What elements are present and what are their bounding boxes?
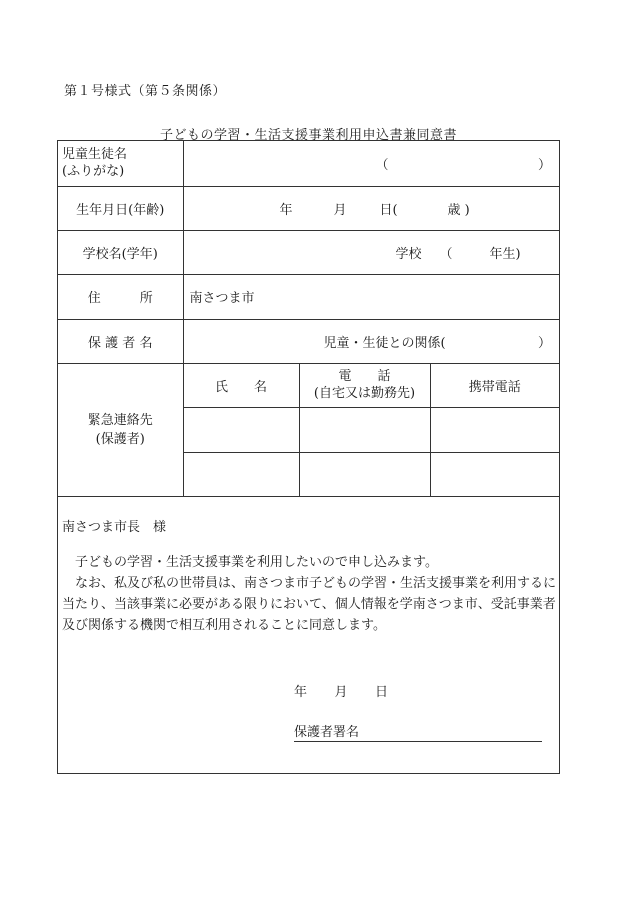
row-address — [58, 274, 559, 319]
row-child-name — [58, 141, 559, 186]
emergency-col-name: 氏 名 — [183, 363, 299, 407]
addressee: 南さつま市長 様 — [62, 520, 167, 535]
date-line[interactable]: 年 月 日 — [294, 685, 389, 700]
consent-statement: なお、私及び私の世帯員は、南さつま市子どもの学習・生活支援事業を利用するに当たり、当該事業に必要がある限りにおいて、個人情報を学南さつま市、受託事業者及び関係する機関で相互利用されることに同意します。 — [62, 576, 557, 633]
emergency-name-1[interactable] — [183, 407, 299, 452]
address-value: 南さつま市 — [189, 291, 255, 306]
birth-day-unit: 日( — [379, 202, 398, 218]
child-name-label — [58, 141, 183, 186]
emergency-phone-2[interactable] — [299, 452, 430, 496]
child-name-label-main: 児童生徒名 — [62, 147, 128, 163]
application-statement: 子どもの学習・生活支援事業を利用したいので申し込みます。 — [75, 555, 438, 570]
application-form — [57, 140, 560, 774]
school-suffix: 学校 — [395, 246, 422, 262]
emergency-label-main: 緊急連絡先 — [87, 412, 153, 428]
birthdate-label: 生年月日(年齢) — [58, 186, 183, 230]
row-emergency-header — [58, 363, 559, 407]
form-number: 第１号様式（第５条関係） — [64, 84, 227, 99]
emergency-name-2[interactable] — [183, 452, 299, 496]
row-birthdate — [58, 186, 559, 230]
grade-suffix: 年生) — [489, 246, 521, 262]
form-title: 子どもの学習・生活支援事業利用申込書兼同意書 — [160, 128, 458, 143]
grade-paren-open: （ — [439, 246, 453, 262]
emergency-mobile-1[interactable] — [430, 407, 559, 452]
child-name-label-kana: (ふりがな) — [62, 164, 125, 180]
child-name-field[interactable] — [183, 141, 559, 186]
birth-age-unit: 歳 ) — [447, 202, 470, 218]
address-label: 住 所 — [58, 274, 183, 319]
applicant-table — [58, 141, 559, 497]
school-label: 学校名(学年) — [58, 230, 183, 274]
signature-label: 保護者署名 — [294, 725, 360, 740]
guardian-signature[interactable] — [294, 721, 542, 742]
row-guardian — [58, 319, 559, 363]
emergency-col-phone-main: 電 話 — [338, 369, 391, 384]
emergency-label-sub: (保護者) — [95, 431, 145, 447]
row-school — [58, 230, 559, 274]
emergency-mobile-2[interactable] — [430, 452, 559, 496]
kana-paren-open: （ — [375, 157, 389, 173]
emergency-col-mobile: 携帯電話 — [430, 363, 559, 407]
emergency-phone-1[interactable] — [299, 407, 430, 452]
consent-body — [62, 517, 556, 636]
emergency-col-phone — [299, 363, 430, 407]
school-field[interactable] — [183, 230, 559, 274]
address-field[interactable] — [183, 274, 559, 319]
emergency-label — [58, 363, 183, 496]
guardian-label: 保 護 者 名 — [58, 319, 183, 363]
kana-paren-close: ） — [538, 157, 552, 173]
emergency-col-phone-sub: (自宅又は勤務先) — [313, 386, 416, 401]
guardian-relation-label: 児童・生徒との関係( — [323, 335, 446, 351]
guardian-field[interactable] — [183, 319, 559, 363]
birth-year-unit: 年 — [279, 202, 293, 218]
birth-month-unit: 月 — [333, 202, 347, 218]
guardian-relation-paren-close: ） — [538, 335, 552, 351]
birthdate-field[interactable] — [183, 186, 559, 230]
